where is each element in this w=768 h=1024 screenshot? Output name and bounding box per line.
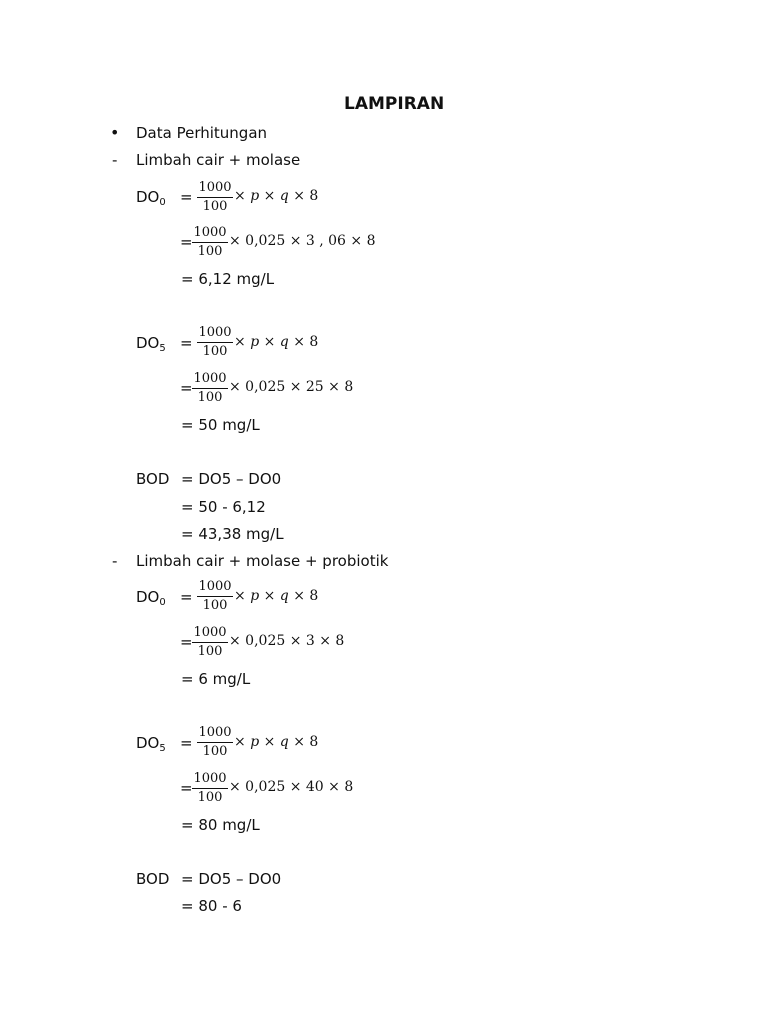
section-heading: Data Perhitungan [136, 124, 268, 142]
denominator: 100 [202, 199, 228, 214]
s2-bod-line: = DO5 – DO0 [181, 870, 282, 888]
s1-do5-label: $DO_5$ [136, 334, 166, 354]
s1-do0-sub-tail: × 0,025 × 3 , 06 × 8 [229, 233, 376, 249]
bullet-icon: • [110, 123, 120, 142]
denominator: 100 [202, 598, 228, 613]
s1-do5-result: = 50 mg/L [181, 416, 260, 434]
dash-marker: - [112, 552, 118, 570]
section2-label: Limbah cair + molase + probiotik [136, 552, 389, 570]
s1-do0-label: $DO_0$ [136, 188, 166, 208]
s1-do0-sub-equals: = [180, 233, 193, 251]
dash-marker: - [112, 151, 118, 169]
s1-do5-formula-fraction [197, 325, 233, 360]
denominator: 100 [197, 644, 223, 659]
s2-do5-equals: = [180, 734, 193, 752]
s2-do0-result: = 6 mg/L [181, 670, 251, 688]
s1-do5-formula-tail: × p × q × 8 [234, 334, 319, 350]
s2-do5-result: = 80 mg/L [181, 816, 260, 834]
s2-do0-label: $DO_0$ [136, 588, 166, 608]
s1-bod-line: = 50 - 6,12 [181, 498, 266, 516]
s1-do0-result: = 6,12 mg/L [181, 270, 275, 288]
s2-do0-sub-tail: × 0,025 × 3 × 8 [229, 633, 345, 649]
page-title: LAMPIRAN [344, 94, 445, 114]
s2-do5-sub-equals: = [180, 779, 193, 797]
s2-do5-sub-tail: × 0,025 × 40 × 8 [229, 779, 354, 795]
denominator: 100 [197, 390, 223, 405]
denominator: 100 [202, 344, 228, 359]
s2-do5-sub-fraction [192, 771, 228, 806]
s1-do0-sub-fraction [192, 225, 228, 260]
denominator: 100 [202, 744, 228, 759]
s2-bod-line: = 80 - 6 [181, 897, 242, 915]
s1-do0-formula-fraction [197, 180, 233, 215]
s2-do5-formula-fraction [197, 725, 233, 760]
s1-bod-line: = DO5 – DO0 [181, 470, 282, 488]
numerator: 1000 [197, 180, 233, 198]
numerator: 1000 [197, 325, 233, 343]
s2-do5-formula-tail: × p × q × 8 [234, 734, 319, 750]
numerator: 1000 [192, 771, 228, 789]
s1-do5-sub-equals: = [180, 379, 193, 397]
s1-do0-formula-tail: × p × q × 8 [234, 188, 319, 204]
numerator: 1000 [192, 371, 228, 389]
s1-do5-sub-tail: × 0,025 × 25 × 8 [229, 379, 354, 395]
s2-do0-equals: = [180, 588, 193, 606]
s1-bod-label: BOD [136, 470, 170, 488]
numerator: 1000 [192, 225, 228, 243]
s2-bod-label: BOD [136, 870, 170, 888]
s2-do5-label: $DO_5$ [136, 734, 166, 754]
numerator: 1000 [197, 725, 233, 743]
s2-do0-formula-fraction [197, 579, 233, 614]
numerator: 1000 [197, 579, 233, 597]
s1-do0-equals: = [180, 188, 193, 206]
section1-label: Limbah cair + molase [136, 151, 301, 169]
numerator: 1000 [192, 625, 228, 643]
s2-do0-sub-fraction [192, 625, 228, 660]
s1-do5-equals: = [180, 334, 193, 352]
denominator: 100 [197, 244, 223, 259]
s1-bod-line: = 43,38 mg/L [181, 525, 284, 543]
s1-do5-sub-fraction [192, 371, 228, 406]
denominator: 100 [197, 790, 223, 805]
s2-do0-sub-equals: = [180, 633, 193, 651]
s2-do0-formula-tail: × p × q × 8 [234, 588, 319, 604]
